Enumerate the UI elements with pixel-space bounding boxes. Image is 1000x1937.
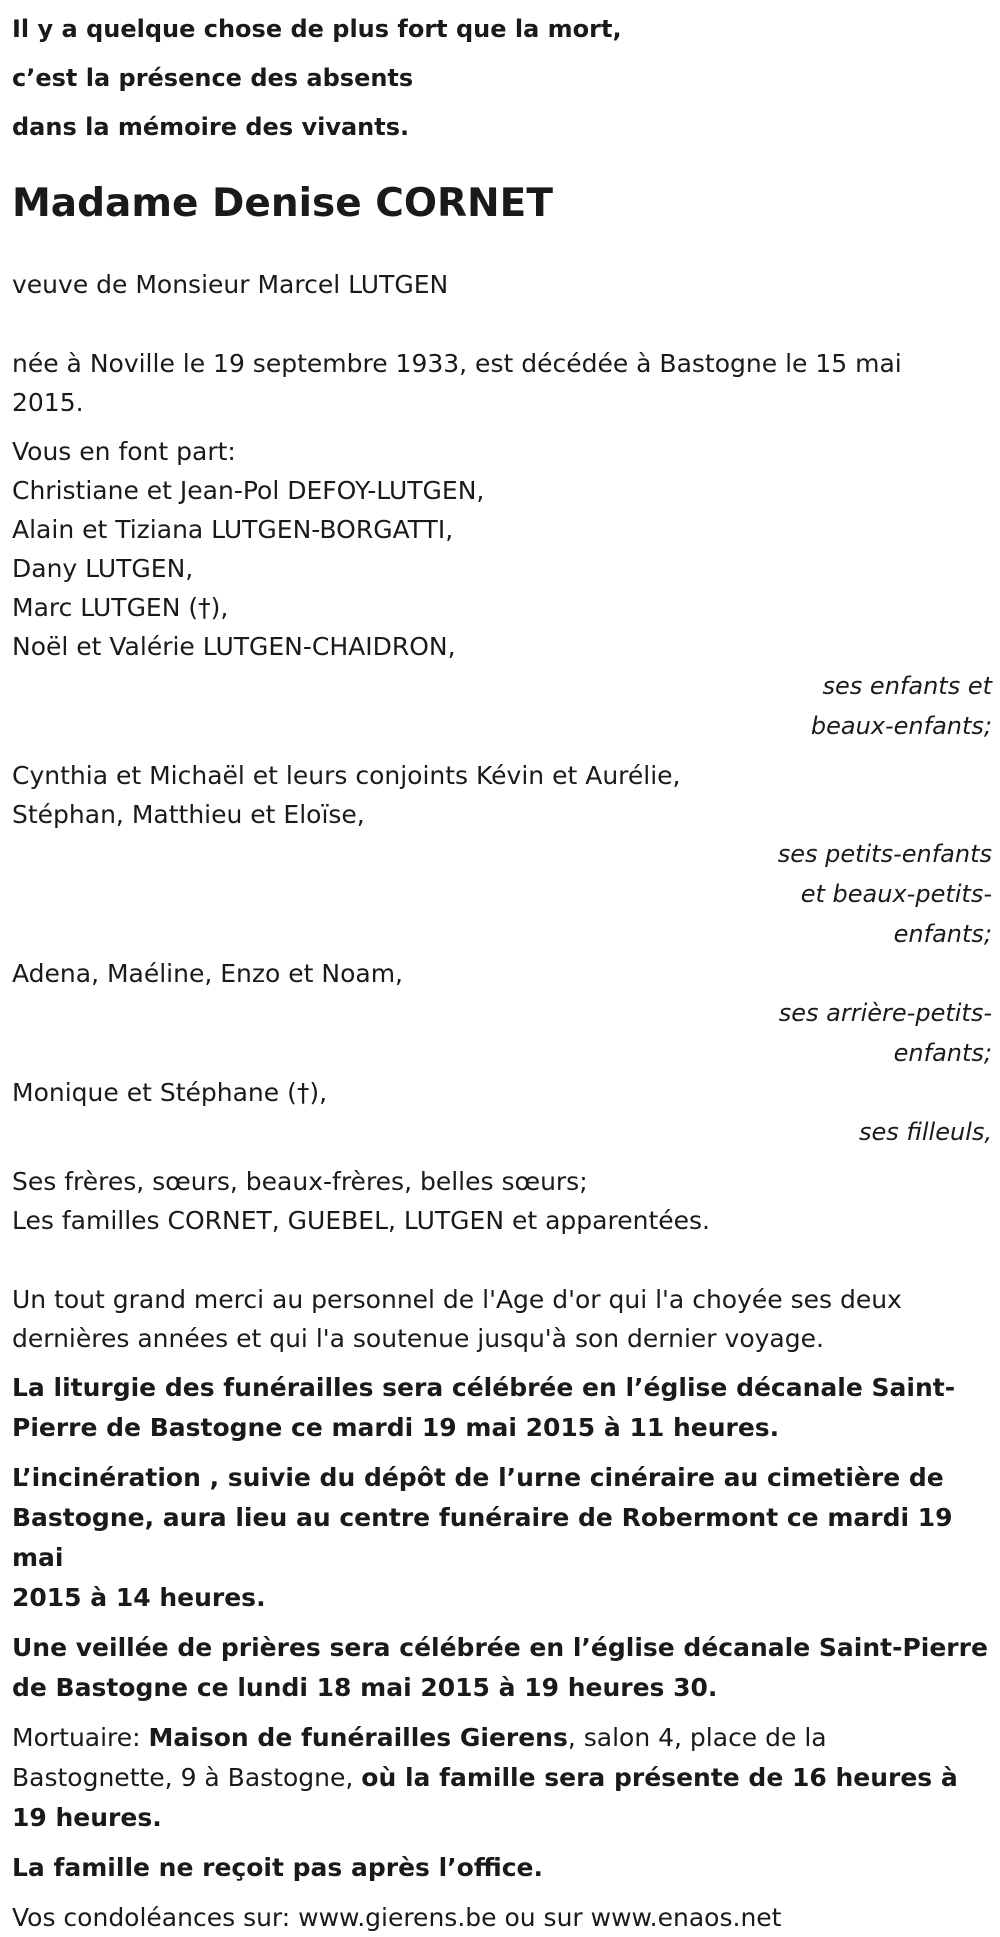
mortuary-label: Mortuaire: <box>12 1723 149 1752</box>
child-entry: Alain et Tiziana LUTGEN-BORGATTI, <box>12 515 454 544</box>
children-role-line-2: beaux-enfants; <box>810 712 992 740</box>
children-role <box>12 666 992 746</box>
families-line: Les familles CORNET, GUEBEL, LUTGEN et apparentées. <box>12 1206 710 1235</box>
grandchildren-role <box>12 834 992 954</box>
vigil-notice <box>12 1628 992 1708</box>
quote-line-1: Il y a quelque chose de plus fort que la mort, <box>12 15 622 43</box>
deceased-name: Madame Denise CORNET <box>12 181 553 226</box>
grandchildren-list <box>12 756 992 834</box>
children-role-line-1: ses enfants et <box>822 672 992 700</box>
obituary-page <box>0 5 1000 1932</box>
great-grandchildren-role <box>12 993 992 1073</box>
grandchildren-role-line-1: ses petits-enfants <box>777 840 992 868</box>
condolences-line: Vos condoléances sur: www.gierens.be ou sur www.enaos.net <box>12 1903 782 1932</box>
grandchild-entry: Stéphan, Matthieu et Eloïse, <box>12 800 365 829</box>
grandchildren-role-line-3: enfants; <box>893 920 992 948</box>
incineration-line-3: 2015 à 14 heures. <box>12 1583 266 1612</box>
liturgy-notice <box>12 1368 992 1448</box>
vigil-line-2: de Bastogne ce lundi 18 mai 2015 à 19 heures 30. <box>12 1673 718 1702</box>
grandchildren-role-line-2: et beaux-petits- <box>800 880 992 908</box>
opening-quote <box>12 5 992 152</box>
incineration-notice <box>12 1458 992 1618</box>
family-announcement <box>12 432 992 666</box>
child-entry: Christiane et Jean-Pol DEFOY-LUTGEN, <box>12 476 485 505</box>
godchildren-entry: Monique et Stéphane (†), <box>12 1078 328 1107</box>
presence-hours-2: 19 heures. <box>12 1803 162 1832</box>
child-entry: Dany LUTGEN, <box>12 554 194 583</box>
incineration-line-1: L’incinération , suivie du dépôt de l’urne cinéraire au cimetière de <box>12 1463 944 1492</box>
birth-death-line-2: 2015. <box>12 388 84 417</box>
child-entry: Marc LUTGEN (†), <box>12 593 229 622</box>
birth-death-line-1: née à Noville le 19 septembre 1933, est décédée à Bastogne le 15 mai <box>12 349 902 378</box>
incineration-line-2: Bastogne, aura lieu au centre funéraire de Robermont ce mardi 19 mai <box>12 1503 953 1572</box>
mortuary-info <box>12 1718 992 1838</box>
siblings-line: Ses frères, sœurs, beaux-frères, belles sœurs; <box>12 1167 588 1196</box>
no-reception-notice: La famille ne reçoit pas après l’office. <box>12 1853 544 1882</box>
spouse-line: veuve de Monsieur Marcel LUTGEN <box>12 270 449 299</box>
mortuary-place: Maison de funérailles Gierens <box>148 1723 568 1752</box>
thanks-line-2: dernières années et qui l'a soutenue jusqu'à son dernier voyage. <box>12 1324 824 1353</box>
quote-line-3: dans la mémoire des vivants. <box>12 113 410 141</box>
vigil-line-1: Une veillée de prières sera célébrée en l’église décanale Saint-Pierre <box>12 1633 988 1662</box>
great-grandchildren-entry: Adena, Maéline, Enzo et Noam, <box>12 959 404 988</box>
mortuary-address-2: Bastognette, 9 à Bastogne, <box>12 1763 362 1792</box>
grandchild-entry: Cynthia et Michaël et leurs conjoints Kévin et Aurélie, <box>12 761 681 790</box>
quote-line-2: c’est la présence des absents <box>12 64 414 92</box>
birth-death-info <box>12 344 992 422</box>
extended-family <box>12 1162 992 1240</box>
thanks-line-1: Un tout grand merci au personnel de l'Age d'or qui l'a choyée ses deux <box>12 1285 902 1314</box>
godchildren-role: ses filleuls, <box>858 1118 992 1146</box>
obituary-content <box>12 5 992 1937</box>
great-grandchildren-role-line-2: enfants; <box>893 1039 992 1067</box>
presence-hours-1: où la famille sera présente de 16 heures à <box>361 1763 958 1792</box>
announcement-intro: Vous en font part: <box>12 437 236 466</box>
mortuary-address-1: , salon 4, place de la <box>567 1723 827 1752</box>
liturgy-line-1: La liturgie des funérailles sera célébrée en l’église décanale Saint- <box>12 1373 956 1402</box>
thanks-message <box>12 1280 992 1358</box>
liturgy-line-2: Pierre de Bastogne ce mardi 19 mai 2015 à 11 heures. <box>12 1413 780 1442</box>
child-entry: Noël et Valérie LUTGEN-CHAIDRON, <box>12 632 456 661</box>
great-grandchildren-role-line-1: ses arrière-petits- <box>778 999 992 1027</box>
